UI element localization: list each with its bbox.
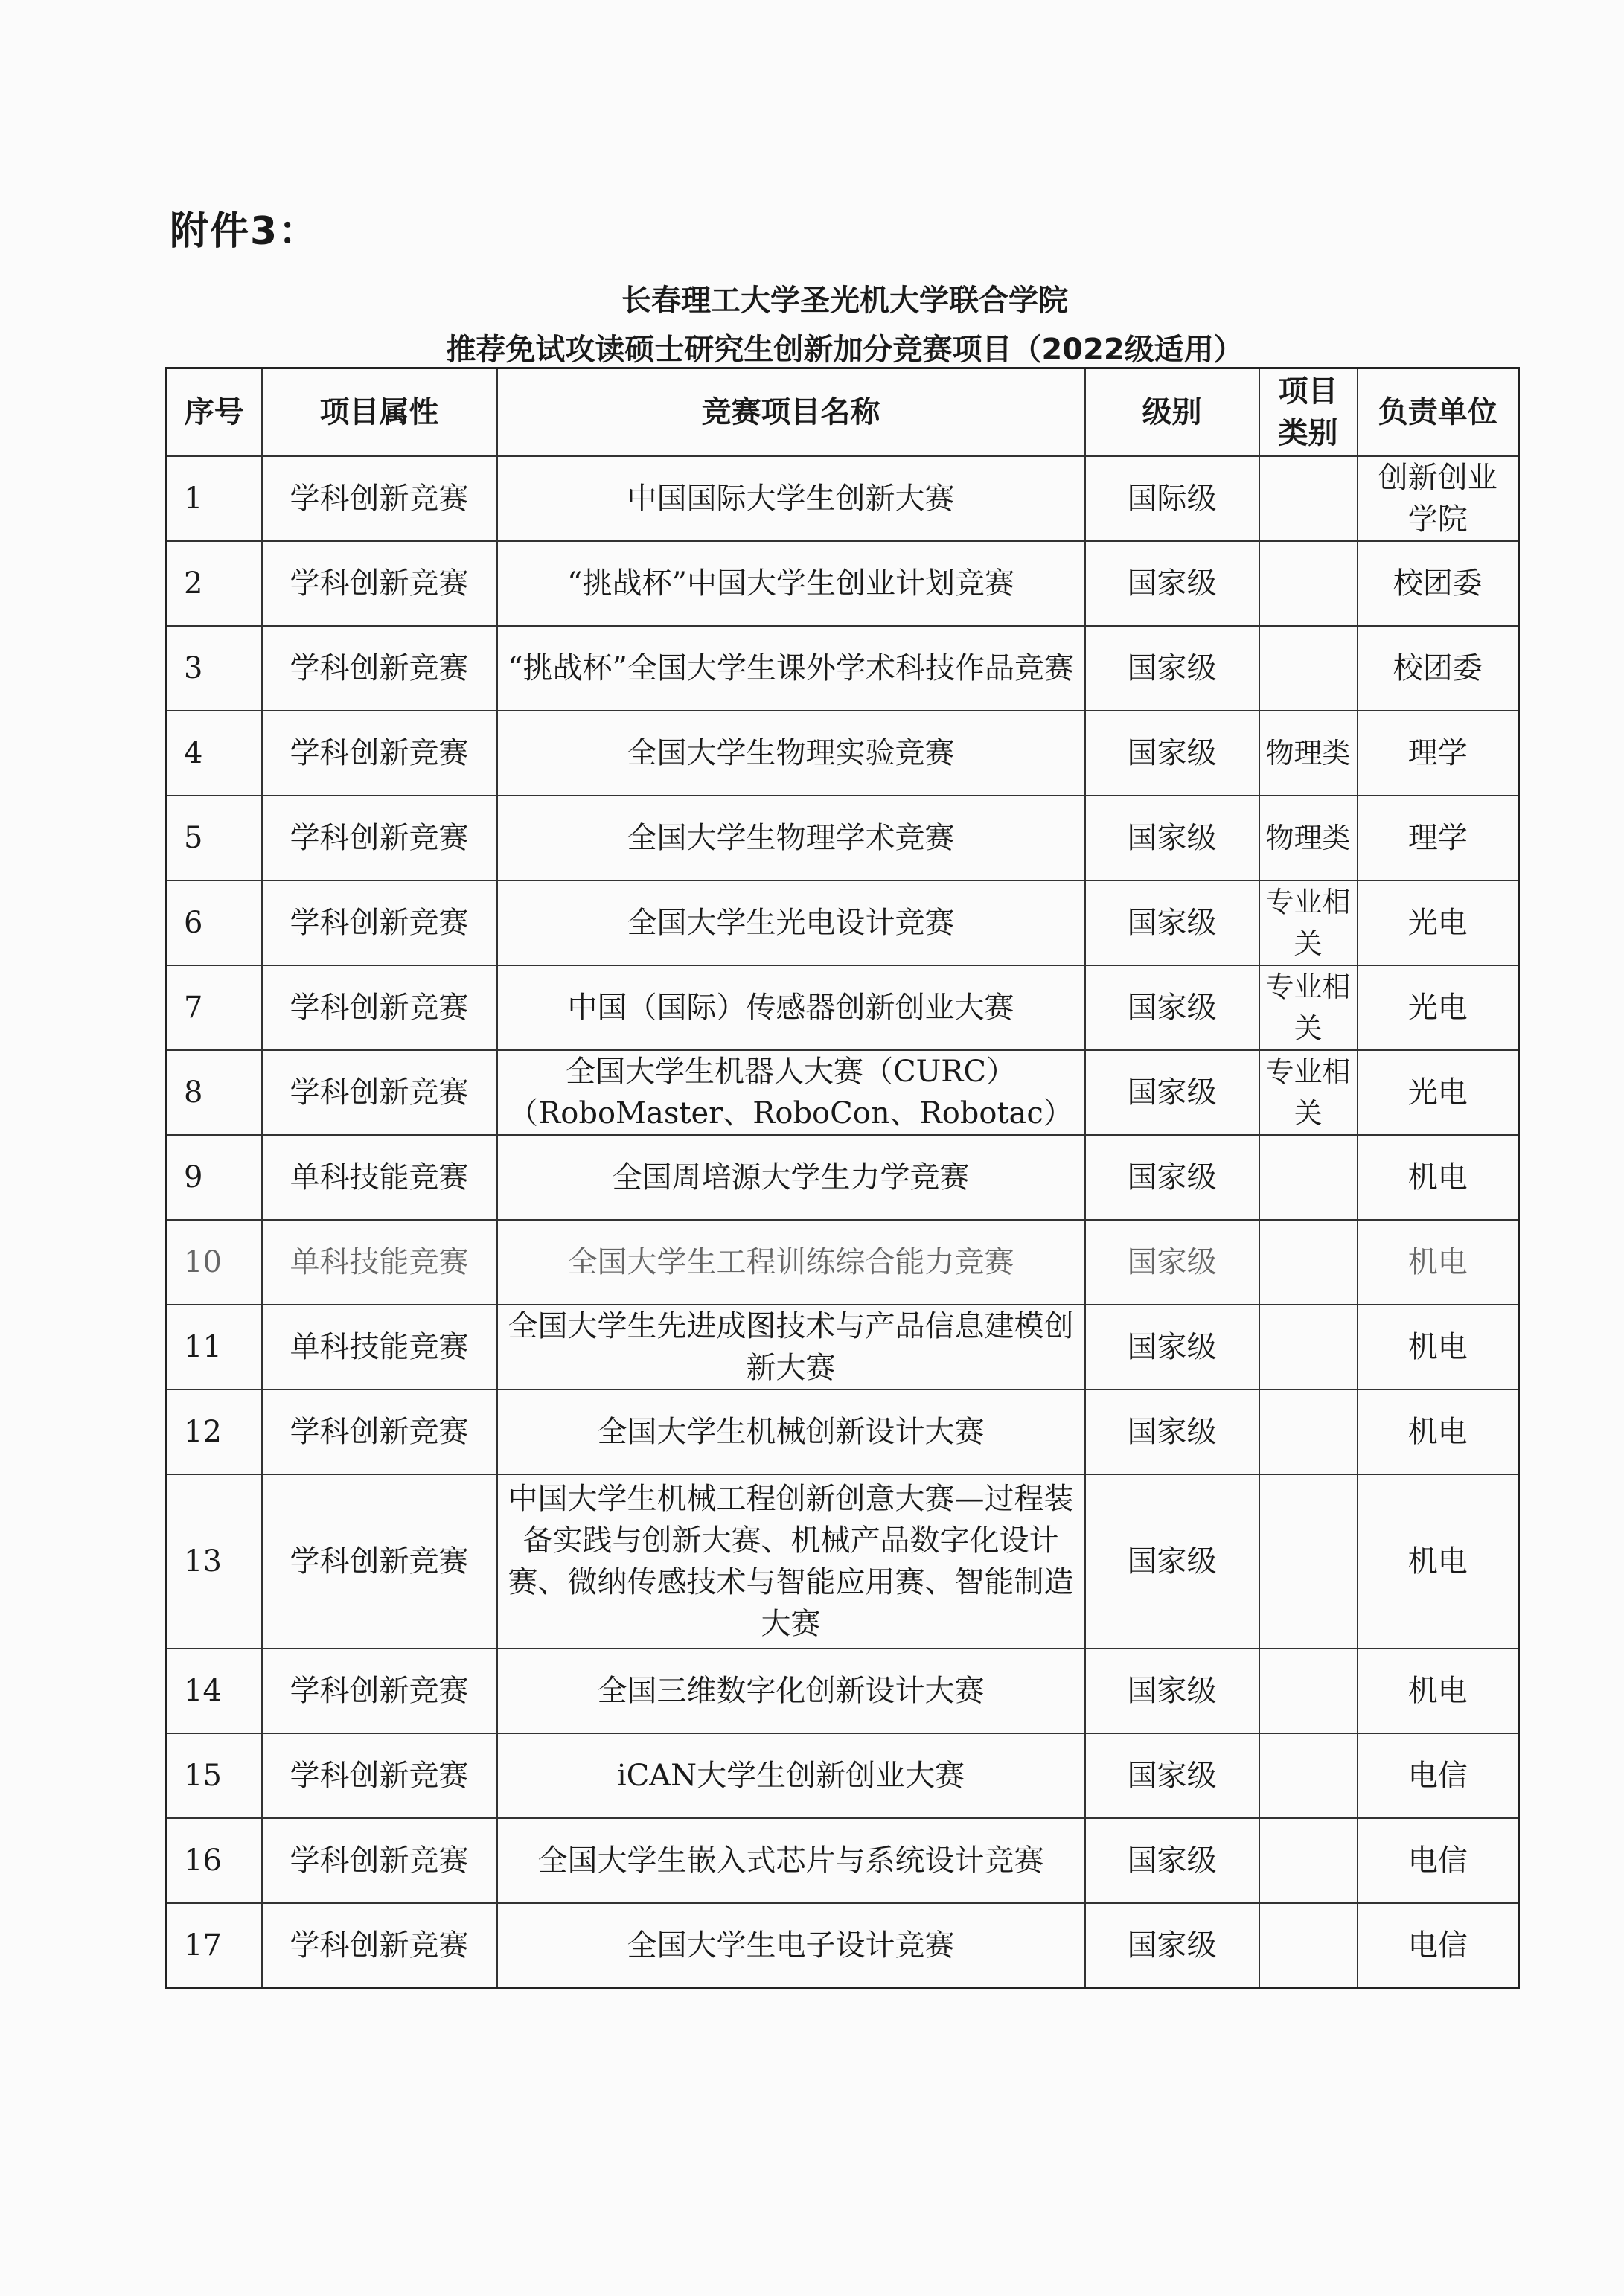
header-unit: 负责单位	[1358, 368, 1519, 457]
cell-category	[1259, 1474, 1358, 1649]
cell-name: 全国大学生光电设计竞赛	[497, 880, 1085, 965]
cell-name: 全国大学生先进成图技术与产品信息建模创新大赛	[497, 1305, 1085, 1390]
cell-level: 国家级	[1085, 796, 1259, 880]
cell-unit: 机电	[1358, 1220, 1519, 1305]
cell-unit: 电信	[1358, 1733, 1519, 1818]
cell-name: 中国大学生机械工程创新创意大赛—过程装备实践与创新大赛、机械产品数字化设计赛、微纳传感技术与智能应用赛、智能制造大赛	[497, 1474, 1085, 1649]
table-row	[167, 1474, 1519, 1649]
table-row	[167, 1733, 1519, 1818]
table-row	[167, 1305, 1519, 1390]
cell-seq: 15	[167, 1733, 262, 1818]
cell-name: 中国（国际）传感器创新创业大赛	[497, 965, 1085, 1050]
cell-category: 专业相关	[1259, 965, 1358, 1050]
attachment-label: 附件3：	[170, 209, 319, 254]
header-name: 竞赛项目名称	[497, 368, 1085, 457]
cell-level: 国家级	[1085, 1649, 1259, 1733]
header-attr: 项目属性	[262, 368, 497, 457]
cell-name: 全国大学生工程训练综合能力竞赛	[497, 1220, 1085, 1305]
cell-seq: 10	[167, 1220, 262, 1305]
cell-seq: 13	[167, 1474, 262, 1649]
cell-unit: 理学	[1358, 796, 1519, 880]
cell-category	[1259, 1135, 1358, 1220]
cell-name: “挑战杯”中国大学生创业计划竞赛	[497, 541, 1085, 626]
cell-attr: 学科创新竞赛	[262, 1390, 497, 1474]
cell-category	[1259, 626, 1358, 711]
cell-unit: 光电	[1358, 880, 1519, 965]
table-row	[167, 1818, 1519, 1903]
cell-attr: 学科创新竞赛	[262, 711, 497, 796]
cell-seq: 7	[167, 965, 262, 1050]
header-level: 级别	[1085, 368, 1259, 457]
cell-category	[1259, 456, 1358, 541]
cell-seq: 11	[167, 1305, 262, 1390]
cell-level: 国家级	[1085, 1733, 1259, 1818]
cell-seq: 9	[167, 1135, 262, 1220]
cell-attr: 单科技能竞赛	[262, 1135, 497, 1220]
cell-seq: 14	[167, 1649, 262, 1733]
cell-unit: 电信	[1358, 1818, 1519, 1903]
cell-name: 全国大学生物理实验竞赛	[497, 711, 1085, 796]
cell-attr: 学科创新竞赛	[262, 1474, 497, 1649]
cell-seq: 3	[167, 626, 262, 711]
cell-attr: 学科创新竞赛	[262, 1903, 497, 1989]
cell-name: 全国大学生机器人大赛（CURC）（RoboMaster、RoboCon、Robotac）	[497, 1050, 1085, 1135]
cell-attr: 学科创新竞赛	[262, 1818, 497, 1903]
cell-name: 全国大学生机械创新设计大赛	[497, 1390, 1085, 1474]
cell-seq: 12	[167, 1390, 262, 1474]
table-row	[167, 626, 1519, 711]
cell-name: “挑战杯”全国大学生课外学术科技作品竞赛	[497, 626, 1085, 711]
document-subtitle: 推荐免试攻读硕士研究生创新加分竞赛项目（2022级适用）	[446, 333, 1244, 367]
cell-category	[1259, 1390, 1358, 1474]
cell-attr: 学科创新竞赛	[262, 1050, 497, 1135]
cell-category	[1259, 1818, 1358, 1903]
table-row	[167, 1390, 1519, 1474]
cell-level: 国际级	[1085, 456, 1259, 541]
cell-attr: 学科创新竞赛	[262, 1649, 497, 1733]
cell-name: 全国周培源大学生力学竞赛	[497, 1135, 1085, 1220]
cell-category	[1259, 1733, 1358, 1818]
table-row	[167, 1649, 1519, 1733]
competition-table	[165, 367, 1520, 1989]
document-title: 长春理工大学圣光机大学联合学院	[621, 284, 1068, 318]
cell-seq: 5	[167, 796, 262, 880]
cell-unit: 校团委	[1358, 626, 1519, 711]
cell-name: 中国国际大学生创新大赛	[497, 456, 1085, 541]
cell-unit: 电信	[1358, 1903, 1519, 1989]
cell-name: 全国大学生物理学术竞赛	[497, 796, 1085, 880]
cell-unit: 机电	[1358, 1135, 1519, 1220]
table-row	[167, 1220, 1519, 1305]
cell-name: iCAN大学生创新创业大赛	[497, 1733, 1085, 1818]
cell-name: 全国大学生电子设计竞赛	[497, 1903, 1085, 1989]
table-header-row	[167, 368, 1519, 457]
cell-category: 物理类	[1259, 711, 1358, 796]
cell-seq: 17	[167, 1903, 262, 1989]
table-row	[167, 1135, 1519, 1220]
cell-level: 国家级	[1085, 1305, 1259, 1390]
cell-level: 国家级	[1085, 1818, 1259, 1903]
cell-attr: 学科创新竞赛	[262, 626, 497, 711]
table-row	[167, 711, 1519, 796]
cell-level: 国家级	[1085, 1050, 1259, 1135]
cell-category	[1259, 1220, 1358, 1305]
cell-seq: 4	[167, 711, 262, 796]
cell-unit: 机电	[1358, 1305, 1519, 1390]
header-seq: 序号	[167, 368, 262, 457]
cell-attr: 学科创新竞赛	[262, 456, 497, 541]
table-row	[167, 456, 1519, 541]
cell-attr: 学科创新竞赛	[262, 796, 497, 880]
cell-category	[1259, 1903, 1358, 1989]
cell-level: 国家级	[1085, 626, 1259, 711]
cell-unit: 校团委	[1358, 541, 1519, 626]
cell-attr: 学科创新竞赛	[262, 965, 497, 1050]
cell-unit: 机电	[1358, 1390, 1519, 1474]
table-row	[167, 1050, 1519, 1135]
cell-seq: 1	[167, 456, 262, 541]
cell-level: 国家级	[1085, 1903, 1259, 1989]
cell-unit: 创新创业学院	[1358, 456, 1519, 541]
cell-attr: 学科创新竞赛	[262, 880, 497, 965]
cell-level: 国家级	[1085, 965, 1259, 1050]
cell-category	[1259, 1649, 1358, 1733]
table-row	[167, 880, 1519, 965]
cell-attr: 学科创新竞赛	[262, 1733, 497, 1818]
cell-seq: 8	[167, 1050, 262, 1135]
cell-category: 专业相关	[1259, 1050, 1358, 1135]
header-category: 项目类别	[1259, 368, 1358, 457]
cell-category	[1259, 541, 1358, 626]
cell-level: 国家级	[1085, 711, 1259, 796]
cell-unit: 光电	[1358, 965, 1519, 1050]
cell-seq: 16	[167, 1818, 262, 1903]
cell-name: 全国三维数字化创新设计大赛	[497, 1649, 1085, 1733]
table-row	[167, 965, 1519, 1050]
cell-level: 国家级	[1085, 1390, 1259, 1474]
cell-seq: 6	[167, 880, 262, 965]
table-row	[167, 1903, 1519, 1989]
cell-attr: 单科技能竞赛	[262, 1305, 497, 1390]
table-row	[167, 796, 1519, 880]
cell-category	[1259, 1305, 1358, 1390]
cell-seq: 2	[167, 541, 262, 626]
table-row	[167, 541, 1519, 626]
cell-level: 国家级	[1085, 1474, 1259, 1649]
cell-attr: 学科创新竞赛	[262, 541, 497, 626]
cell-level: 国家级	[1085, 880, 1259, 965]
cell-unit: 机电	[1358, 1649, 1519, 1733]
cell-name: 全国大学生嵌入式芯片与系统设计竞赛	[497, 1818, 1085, 1903]
cell-unit: 理学	[1358, 711, 1519, 796]
cell-category: 物理类	[1259, 796, 1358, 880]
cell-unit: 光电	[1358, 1050, 1519, 1135]
cell-level: 国家级	[1085, 1135, 1259, 1220]
cell-category: 专业相关	[1259, 880, 1358, 965]
cell-level: 国家级	[1085, 1220, 1259, 1305]
cell-attr: 单科技能竞赛	[262, 1220, 497, 1305]
cell-level: 国家级	[1085, 541, 1259, 626]
cell-unit: 机电	[1358, 1474, 1519, 1649]
